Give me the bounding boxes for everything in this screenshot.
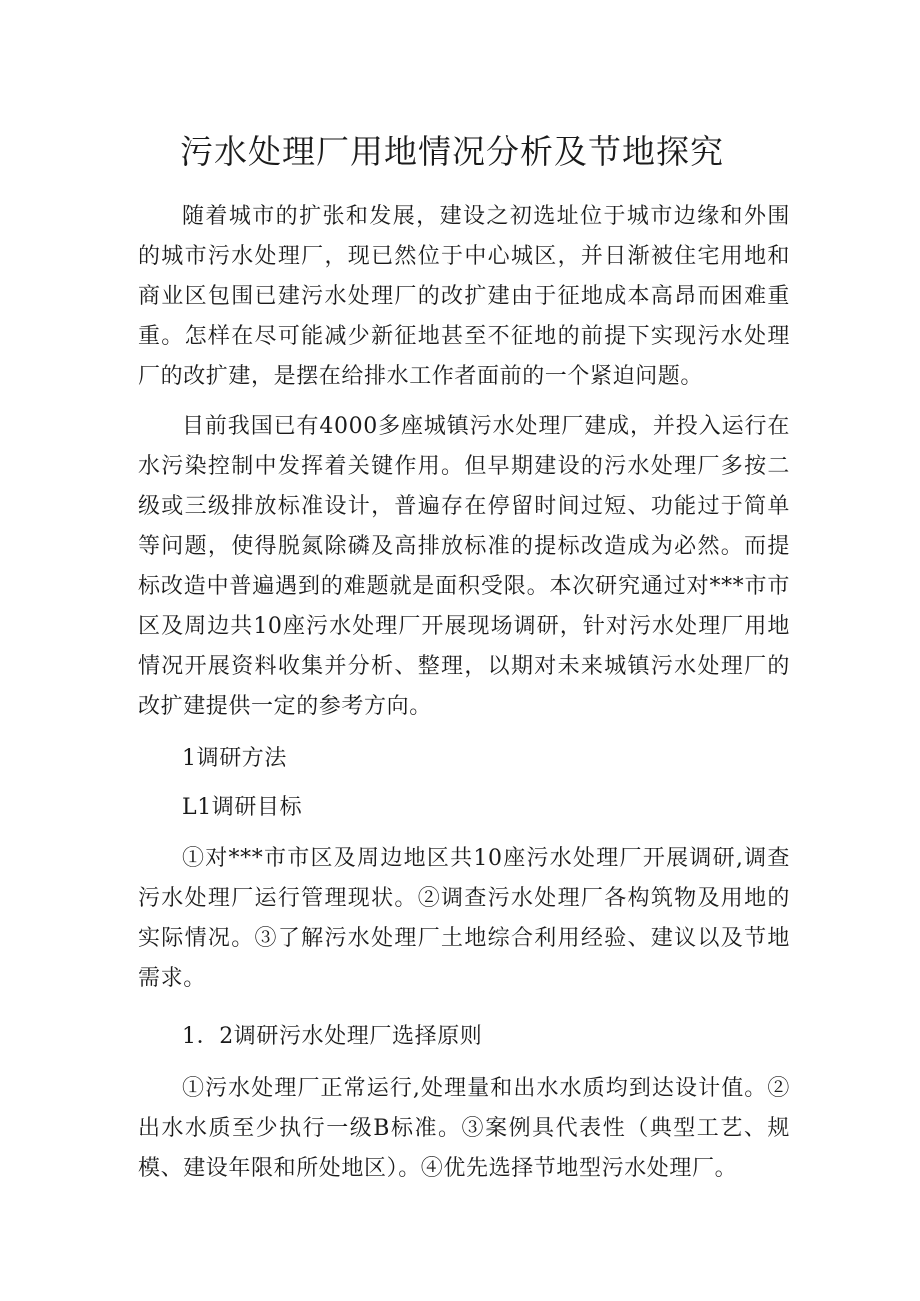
heading-section-1-1: L1调研目标 — [182, 795, 303, 820]
paragraph-goals: ①对***市市区及周边地区共10座污水处理厂开展调研,调查污水处理厂运行管理现状。②调查污水处理厂各构筑物及用地的实际情况。③了解污水处理厂土地综合利用经验、建议以及节地需求。 — [138, 846, 790, 991]
paragraph-intro: 随着城市的扩张和发展，建设之初选址位于城市边缘和外围的城市污水处理厂，现已然位于中心城区，并日渐被住宅用地和商业区包围已建污水处理厂的改扩建由于征地成本高昂而困难重重。怎样在尽可能减少新征地甚至不征地的前提下实现污水处理厂的改扩建，是摆在给排水工作者面前的一个紧迫问题。 — [138, 204, 790, 389]
paragraph-background: 目前我国已有4000多座城镇污水处理厂建成，并投入运行在水污染控制中发挥着关键作用。但早期建设的污水处理厂多按二级或三级排放标准设计，普遍存在停留时间过短、功能过于简单等问题，使得脱氮除磷及高排放标准的提标改造成为必然。而提标改造中普遍遇到的难题就是面积受限。本次研究通过对***市市区及周边共10座污水处理厂开展现场调研，针对污水处理厂用地情况开展资料收集并分析、整理，以期对未来城镇污水处理厂的改扩建提供一定的参考方向。 — [138, 414, 790, 719]
heading-section-1-2: 1．2调研污水处理厂选择原则 — [182, 1024, 483, 1049]
document-title: 污水处理厂用地情况分析及节地探究 — [180, 132, 724, 171]
paragraph-principles: ①污水处理厂正常运行,处理量和出水水质均到达设计值。②出水水质至少执行一级B标准。③案例具代表性（典型工艺、规模、建设年限和所处地区）。④优先选择节地型污水处理厂。 — [138, 1076, 790, 1181]
heading-section-1: 1调研方法 — [182, 746, 287, 771]
